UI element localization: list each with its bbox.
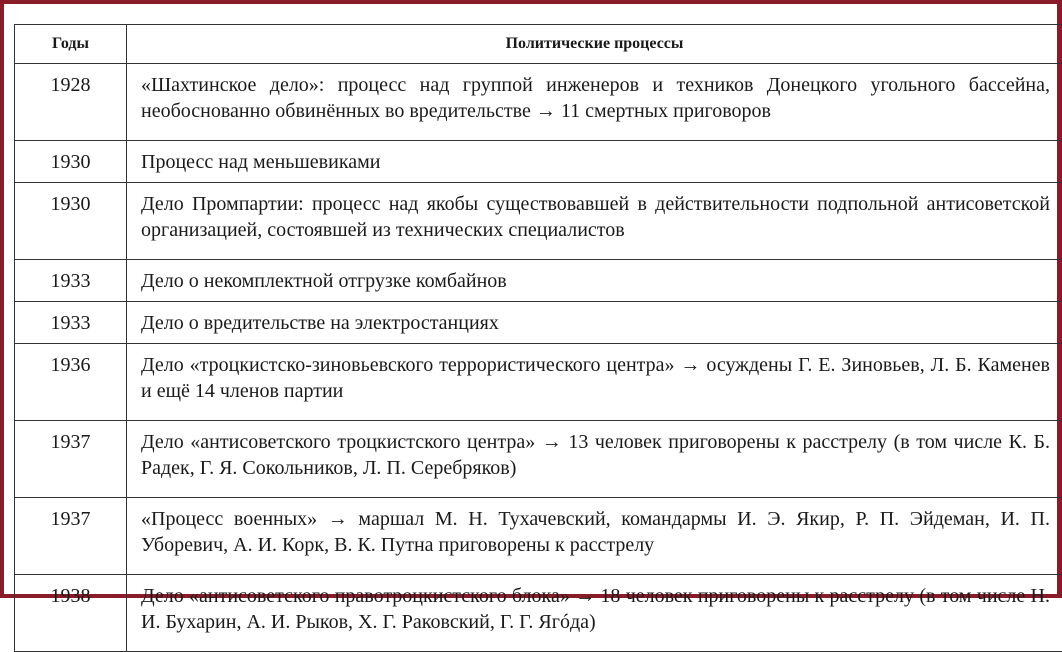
row-year: 1930 bbox=[15, 141, 127, 183]
row-year: 1933 bbox=[15, 260, 127, 302]
table-row bbox=[15, 141, 1062, 183]
row-year: 1937 bbox=[15, 498, 127, 575]
row-year: 1930 bbox=[15, 183, 127, 260]
row-description: Дело «троцкистско-зиновьевского террористического центра» → осуждены Г. Е. Зиновьев, Л. Б. Каменев и ещё 14 членов партии bbox=[127, 344, 1062, 421]
table-row bbox=[15, 183, 1062, 260]
table-row bbox=[15, 64, 1062, 141]
row-description: Дело «антисоветского троцкистского центра» → 13 человек приговорены к расстрелу (в том числе К. Б. Радек, Г. Я. Сокольников, Л. П. Серебряков) bbox=[127, 421, 1062, 498]
row-year: 1937 bbox=[15, 421, 127, 498]
row-description: Дело «антисоветского правотроцкистского блока» → 18 человек приговорены к расстрелу (в том числе Н. И. Бухарин, А. И. Рыков, Х. Г. Раковский, Г. Г. Ягóда) bbox=[127, 575, 1062, 652]
row-description: Процесс над меньшевиками bbox=[127, 141, 1062, 183]
row-description: Дело о некомплектной отгрузке комбайнов bbox=[127, 260, 1062, 302]
row-description: «Процесс военных» → маршал М. Н. Тухачевский, командармы И. Э. Якир, Р. П. Эйдеман, И. П. Уборевич, А. И. Корк, В. К. Путна приговорены к расстрелу bbox=[127, 498, 1062, 575]
row-description: Дело Промпартии: процесс над якобы существовавшей в действительности подпольной антисоветской организацией, состоявшей из технических специалистов bbox=[127, 183, 1062, 260]
table-row bbox=[15, 498, 1062, 575]
row-year: 1936 bbox=[15, 344, 127, 421]
political-trials-table bbox=[14, 24, 1062, 652]
table-header-row bbox=[15, 25, 1062, 64]
row-description: Дело о вредительстве на электростанциях bbox=[127, 302, 1062, 344]
table-row bbox=[15, 421, 1062, 498]
table-row bbox=[15, 575, 1062, 652]
row-description: «Шахтинское дело»: процесс над группой инженеров и техников Донецкого угольного бассейна, необоснованно обвинённых во вредительстве → 11 смертных приговоров bbox=[127, 64, 1062, 141]
row-year: 1938 bbox=[15, 575, 127, 652]
table-row bbox=[15, 260, 1062, 302]
table-row bbox=[15, 302, 1062, 344]
row-year: 1933 bbox=[15, 302, 127, 344]
header-years: Годы bbox=[15, 25, 127, 64]
table-row bbox=[15, 344, 1062, 421]
row-year: 1928 bbox=[15, 64, 127, 141]
header-processes: Политические процессы bbox=[127, 25, 1062, 64]
